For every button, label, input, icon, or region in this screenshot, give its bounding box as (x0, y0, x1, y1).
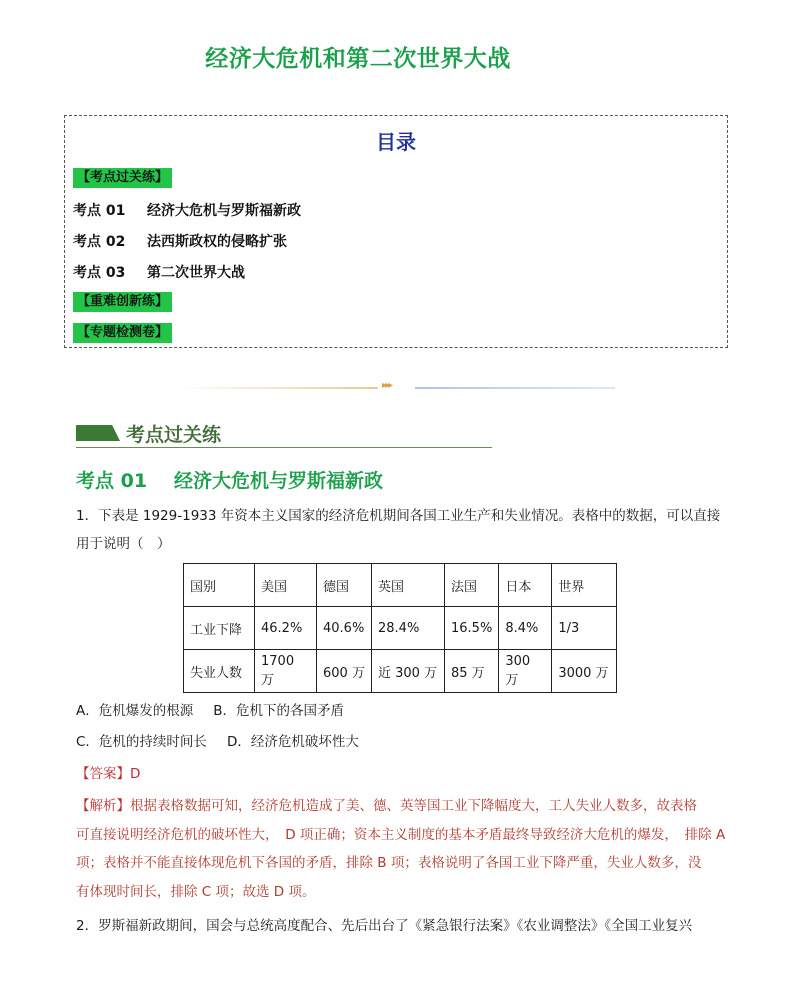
toc-section-exam-points[interactable]: 【考点过关练】 (73, 168, 172, 188)
table-cell: 300 万 (499, 650, 552, 693)
table-header-row (184, 564, 617, 607)
question-line: 2．罗斯福新政期间，国会与总统高度配合、先后出台了《紧急银行法案》《农业调整法》《全国工业复兴 (76, 918, 693, 934)
toc-item-title: 法西斯政权的侵略扩张 (147, 234, 287, 250)
table-cell: 工业下降 (184, 607, 255, 650)
table-cell: 16.5% (445, 607, 499, 650)
divider-right (415, 387, 615, 389)
toc-item-1[interactable] (73, 200, 301, 220)
divider-arrows-icon: ▸▸▸ (382, 380, 392, 391)
table-cell: 8.4% (499, 607, 552, 650)
table-cell: 失业人数 (184, 650, 255, 693)
toc-item-num: 考点 03 (73, 265, 126, 281)
table-cell: 美国 (255, 564, 317, 607)
toc-item-title: 经济大危机与罗斯福新政 (147, 203, 301, 219)
table-cell: 1700 万 (255, 650, 317, 693)
analysis (76, 792, 726, 906)
toc-item-title: 第二次世界大战 (147, 265, 245, 281)
table-cell: 英国 (372, 564, 445, 607)
table-cell: 1/3 (552, 607, 617, 650)
table-cell: 85 万 (445, 650, 499, 693)
section-banner (76, 420, 492, 448)
table-cell: 日本 (499, 564, 552, 607)
point-heading (76, 466, 383, 493)
toc-section-test[interactable]: 【专题检测卷】 (73, 323, 172, 343)
table-cell: 国别 (184, 564, 255, 607)
analysis-label: 【解析】 (76, 798, 130, 814)
analysis-line: 可直接说明经济危机的破坏性大， D 项正确；资本主义制度的基本矛盾最终导致经济大危机的爆发， 排除 A (76, 826, 726, 843)
section-banner-title: 考点过关练 (126, 424, 222, 446)
table-row (184, 607, 617, 650)
question-line: 用于说明（ ） (76, 536, 171, 552)
document-title: 经济大危机和第二次世界大战 (205, 46, 511, 72)
point-num: 考点 01 (76, 470, 148, 492)
options-row-1 (76, 699, 364, 719)
table-cell: 46.2% (255, 607, 317, 650)
table-cell: 28.4% (372, 607, 445, 650)
question-1-stem (76, 502, 726, 558)
table-of-contents (64, 115, 728, 348)
answer: 【答案】D (76, 766, 141, 782)
toc-heading: 目录 (376, 130, 416, 154)
options-row-2 (76, 730, 379, 750)
question-2-stem (76, 912, 726, 940)
analysis-line: 有体现时间长，排除 C 项；故选 D 项。 (76, 883, 316, 900)
table-cell: 3000 万 (552, 650, 617, 693)
analysis-line: 项；表格并不能直接体现危机下各国的矛盾，排除 B 项；表格说明了各国工业下降严重，失业人数多，没 (76, 855, 702, 871)
toc-item-num: 考点 01 (73, 203, 126, 219)
option-a[interactable]: A．危机爆发的根源 (76, 703, 194, 719)
analysis-line (76, 792, 726, 821)
point-title: 经济大危机与罗斯福新政 (174, 470, 384, 492)
table-row (184, 650, 617, 693)
table-cell: 600 万 (317, 650, 372, 693)
divider-left (178, 387, 378, 389)
table-cell: 德国 (317, 564, 372, 607)
toc-item-2[interactable] (73, 231, 287, 251)
option-c[interactable]: C．危机的持续时间长 (76, 734, 207, 750)
table-cell: 法国 (445, 564, 499, 607)
option-b[interactable]: B．危机下的各国矛盾 (213, 703, 345, 719)
table-cell: 世界 (552, 564, 617, 607)
option-d[interactable]: D．经济危机破坏性大 (226, 734, 359, 750)
question-line: 1．下表是 1929-1933 年资本主义国家的经济危机期间各国工业生产和失业情况。表格中的数据，可以直接 (76, 508, 721, 524)
toc-item-num: 考点 02 (73, 234, 126, 250)
banner-bar-icon (76, 425, 120, 441)
analysis-text: 根据表格数据可知，经济危机造成了美、德、英等国工业下降幅度大，工人失业人数多，故表格 (130, 798, 697, 814)
table-cell: 40.6% (317, 607, 372, 650)
toc-item-3[interactable] (73, 262, 245, 282)
toc-section-difficult[interactable]: 【重难创新练】 (73, 292, 172, 312)
data-table (183, 563, 617, 693)
banner-underline (76, 447, 492, 448)
table-cell: 近 300 万 (372, 650, 445, 693)
